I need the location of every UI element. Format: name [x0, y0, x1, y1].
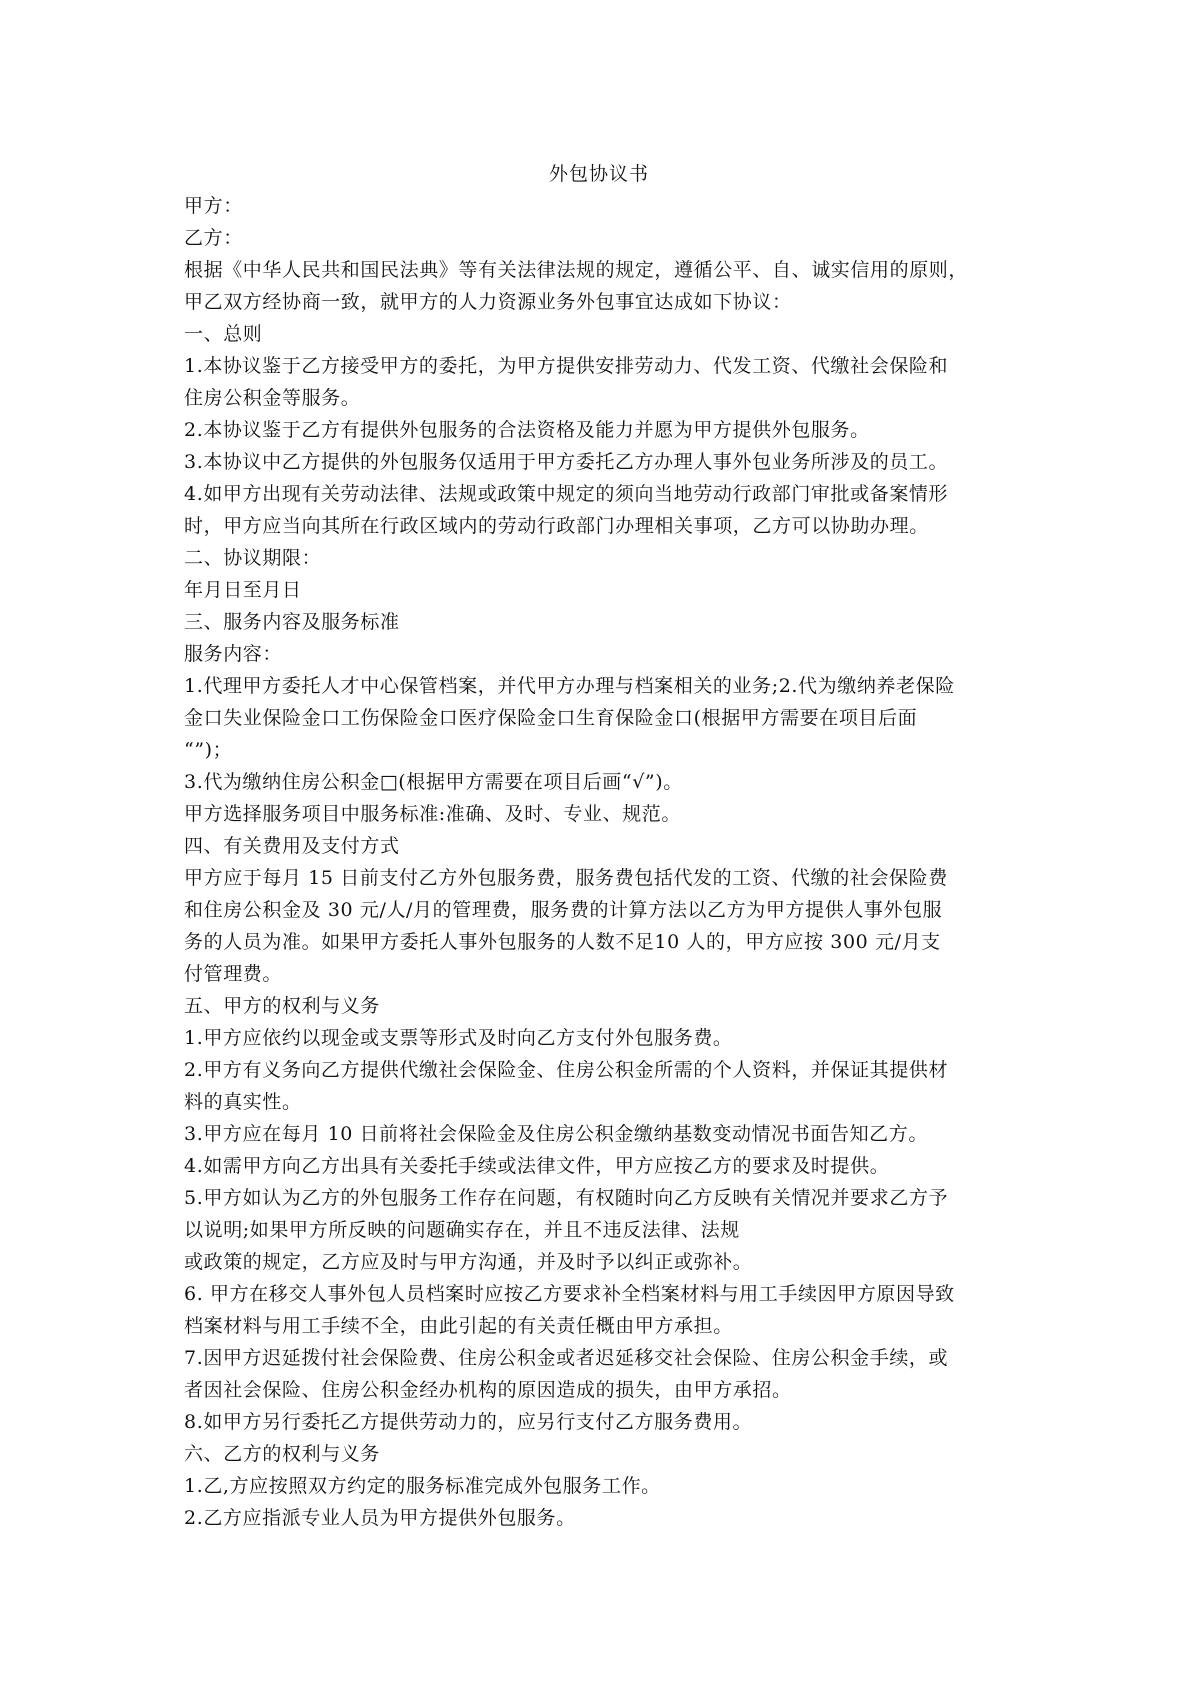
text-line: 根据《中华人民共和国民法典》等有关法律法规的规定，遵循公平、自、诚实信用的原则，: [184, 259, 969, 281]
document-body: [184, 190, 1014, 1534]
text-line: 2.乙方应指派专业人员为甲方提供外包服务。: [184, 1507, 576, 1529]
text-line: 和住房公积金及 30 元/人/月的管理费，服务费的计算方法以乙方为甲方提供人事外包服: [184, 899, 943, 921]
document-title: 外包协议书: [548, 163, 649, 185]
section-heading: 六、乙方的权利与义务: [184, 1443, 381, 1465]
document-page: [184, 158, 1014, 1534]
text-line: 3.代为缴纳住房公积金□(根据甲方需要在项目后画“√”)。: [184, 771, 683, 793]
text-line: 年月日至月日: [184, 579, 302, 601]
text-line: 4.如需甲方向乙方出具有关委托手续或法律文件，甲方应按乙方的要求及时提供。: [184, 1155, 890, 1177]
text-line: 3.甲方应在每月 10 日前将社会保险金及住房公积金缴纳基数变动情况书面告知乙方。: [184, 1123, 928, 1145]
text-line: 时，甲方应当向其所在行政区域内的劳动行政部门办理相关事项，乙方可以协助办理。: [184, 515, 929, 537]
text-line: 8.如甲方另行委托乙方提供劳动力的，应另行支付乙方服务费用。: [184, 1411, 753, 1433]
text-line: 或政策的规定，乙方应及时与甲方沟通，并及时予以纠正或弥补。: [184, 1251, 753, 1273]
text-line: 1.甲方应依约以现金或支票等形式及时向乙方支付外包服务费。: [184, 1027, 733, 1049]
section-heading: 三、服务内容及服务标准: [184, 611, 400, 633]
text-line: 甲方：: [184, 195, 243, 217]
text-line: 付管理费。: [184, 963, 283, 985]
text-line: 甲乙双方经协商一致，就甲方的人力资源业务外包事宜达成如下协议：: [184, 291, 792, 313]
section-heading: 四、有关费用及支付方式: [184, 835, 400, 857]
text-line: 3.本协议中乙方提供的外包服务仅适用于甲方委托乙方办理人事外包业务所涉及的员工。: [184, 451, 949, 473]
text-line: 以说明;如果甲方所反映的问题确实存在，并且不违反法律、法规: [184, 1219, 740, 1241]
text-line: 6. 甲方在移交人事外包人员档案时应按乙方要求补全档案材料与用工手续因甲方原因导致: [184, 1283, 955, 1305]
text-line: 2.本协议鉴于乙方有提供外包服务的合法资格及能力并愿为甲方提供外包服务。: [184, 419, 870, 441]
text-line: 者因社会保险、住房公积金经办机构的原因造成的损失，由甲方承招。: [184, 1379, 792, 1401]
section-heading: 五、甲方的权利与义务: [184, 995, 381, 1017]
section-heading: 二、协议期限：: [184, 547, 322, 569]
text-line: 甲方应于每月 15 日前支付乙方外包服务费，服务费包括代发的工资、代缴的社会保险费: [184, 867, 948, 889]
text-line: 住房公积金等服务。: [184, 387, 361, 409]
text-line: 7.因甲方迟延拨付社会保险费、住房公积金或者迟延移交社会保险、住房公积金手续，或: [184, 1347, 949, 1369]
text-line: 5.甲方如认为乙方的外包服务工作存在问题，有权随时向乙方反映有关情况并要求乙方予: [184, 1187, 949, 1209]
text-line: 1.乙,方应按照双方约定的服务标准完成外包服务工作。: [184, 1475, 661, 1497]
text-line: 2.甲方有义务向乙方提供代缴社会保险金、住房公积金所需的个人资料，并保证其提供材: [184, 1059, 949, 1081]
text-line: 档案材料与用工手续不全，由此引起的有关责任概由甲方承担。: [184, 1315, 733, 1337]
text-line: “”)；: [184, 739, 233, 761]
text-line: 乙方：: [184, 227, 243, 249]
text-line: 金口失业保险金口工伤保险金口医疗保险金口生育保险金口(根据甲方需要在项目后面: [184, 707, 918, 729]
text-line: 1.本协议鉴于乙方接受甲方的委托，为甲方提供安排劳动力、代发工资、代缴社会保险和: [184, 355, 949, 377]
text-line: 服务内容：: [184, 643, 283, 665]
text-line: 1.代理甲方委托人才中心保管档案，并代甲方办理与档案相关的业务;2.代为缴纳养老保险: [184, 675, 955, 697]
text-line: 4.如甲方出现有关劳动法律、法规或政策中规定的须向当地劳动行政部门审批或备案情形: [184, 483, 949, 505]
section-heading: 一、总则: [184, 323, 263, 345]
text-line: 务的人员为准。如果甲方委托人事外包服务的人数不足10 人的，甲方应按 300 元/月支: [184, 931, 941, 953]
text-line: 甲方选择服务项目中服务标准:准确、及时、专业、规范。: [184, 803, 682, 825]
text-line: 料的真实性。: [184, 1091, 302, 1113]
